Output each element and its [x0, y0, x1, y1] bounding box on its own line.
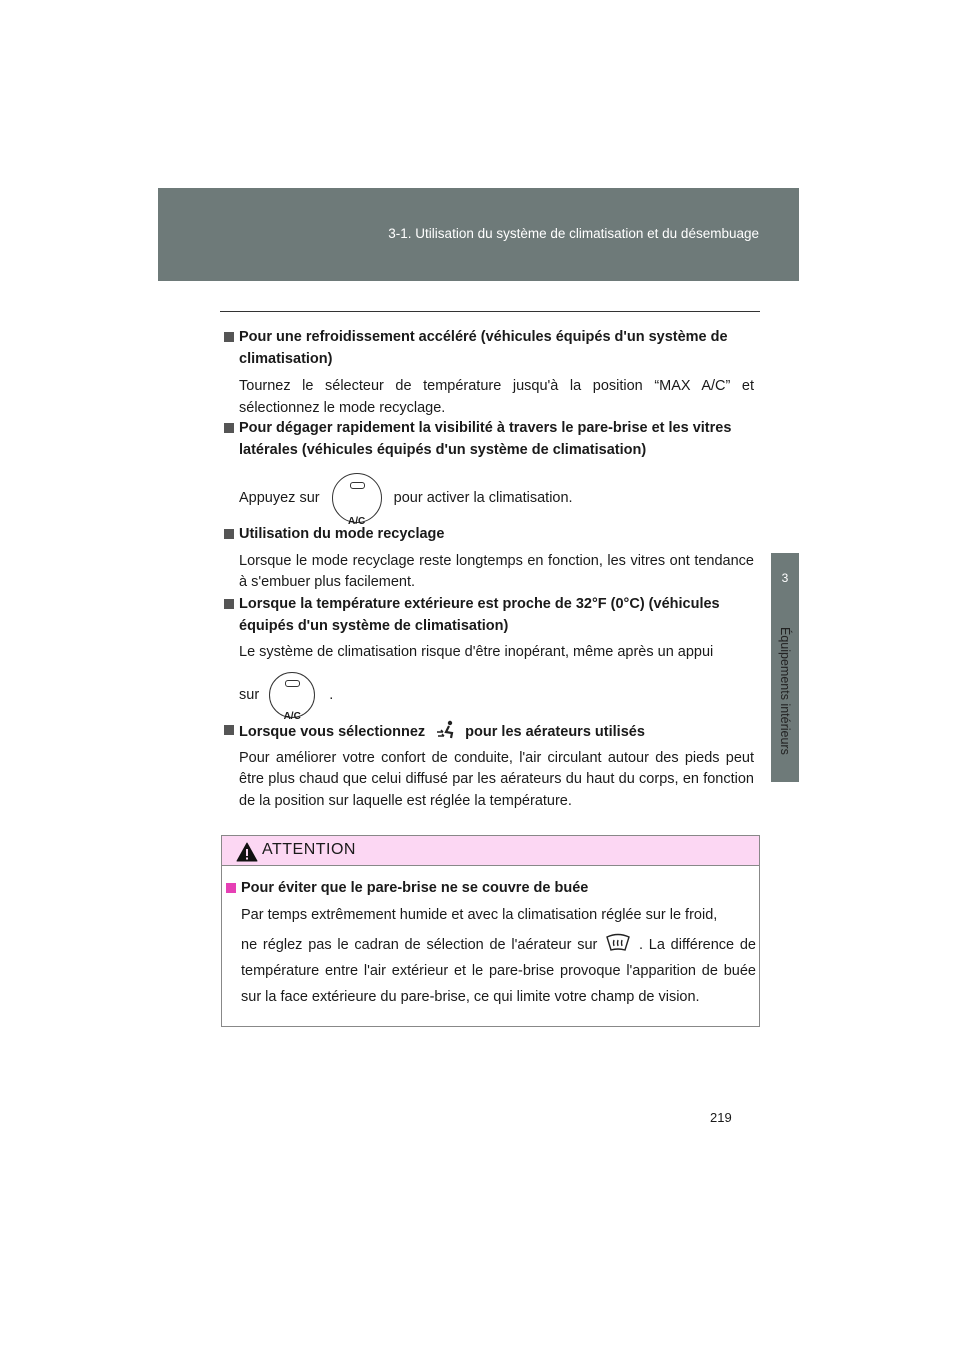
section-quick-cooling: [224, 327, 754, 419]
body-text: pour activer la climatisation.: [393, 490, 573, 506]
warning-heading: [226, 878, 756, 900]
section-heading: [224, 327, 754, 370]
ac-button-icon: [332, 473, 382, 528]
chapter-label: Équipements intérieurs: [778, 627, 792, 755]
section-defog: [224, 418, 754, 528]
warning-body: [226, 932, 756, 1010]
heading-text: Pour éviter que le pare-brise ne se couvre de buée: [241, 880, 589, 896]
body-text: .: [329, 686, 334, 703]
section-body: Lorsque le mode recyclage reste longtemps en fonction, les vitres ont tendance à s'embuer plus facilement.: [239, 552, 754, 590]
body-text: ne réglez pas le cadran de sélection de l'aérateur sur: [241, 937, 598, 953]
section-heading: [224, 720, 754, 744]
section-recirculation: [224, 524, 754, 594]
page-number: 219: [710, 1110, 732, 1125]
bullet-square-icon: [226, 883, 236, 893]
windshield-defrost-icon: [605, 933, 631, 953]
warning-body-line1: Par temps extrêmement humide et avec la climatisation réglée sur le froid,: [241, 906, 718, 923]
bullet-square-icon: [224, 423, 234, 433]
section-vent-selection: [224, 720, 754, 812]
section-heading: [224, 524, 754, 546]
heading-text: Pour une refroidissement accéléré (véhicules équipés d'un système de climatisation): [239, 329, 728, 367]
section-body-continued: [224, 670, 754, 720]
section-cold-temperature: [224, 594, 754, 720]
section-heading: [224, 594, 754, 637]
warning-content: [226, 878, 756, 1010]
body-text: sur: [239, 686, 260, 703]
foot-vent-icon: [435, 720, 459, 740]
top-rule: [220, 311, 760, 312]
chapter-number: 3: [781, 571, 789, 585]
heading-text: Lorsque la température extérieure est proche de 32°F (0°C) (véhicules équipés d'un système de climatisation): [239, 596, 720, 634]
warning-triangle-icon: [236, 842, 258, 862]
warning-title: ATTENTION: [262, 841, 356, 858]
heading-text: Lorsque vous sélectionnez: [239, 724, 426, 740]
heading-text: Utilisation du mode recyclage: [239, 526, 445, 542]
warning-box: [221, 835, 760, 1027]
section-body: [224, 471, 754, 528]
section-title: 3-1. Utilisation du système de climatisation et du désembuage: [388, 226, 759, 241]
section-body: Le système de climatisation risque d'être inopérant, même après un appui: [239, 644, 714, 660]
bullet-square-icon: [224, 332, 234, 342]
section-body: Tournez le sélecteur de température jusqu'à la position “MAX A/C” et sélectionnez le mode recyclage.: [239, 378, 754, 416]
header-band: [158, 188, 799, 281]
ac-indicator-icon: [350, 482, 365, 489]
bullet-square-icon: [224, 725, 234, 735]
ac-button-icon: [269, 672, 315, 722]
bullet-square-icon: [224, 529, 234, 539]
ac-label: A/C: [348, 516, 366, 528]
ac-label: A/C: [283, 710, 301, 722]
heading-text: pour les aérateurs utilisés: [465, 724, 645, 740]
bullet-square-icon: [224, 599, 234, 609]
warning-header: [222, 836, 759, 866]
body-text: . La différence de température entre l'air extérieur et le pare-brise provoque l'apparition de buée sur la face extérieure du pare-brise, ce qui limite votre champ de vision.: [241, 937, 757, 1005]
heading-text: Pour dégager rapidement la visibilité à travers le pare-brise et les vitres latérales (véhicules équipés d'un système de climatisation): [239, 420, 732, 458]
section-body: Pour améliorer votre confort de conduite, l'air circulant autour des pieds peut être plus chaud que celui diffusé par les aérateurs du haut du corps, en fonction de la position sur laquelle est réglée la température.: [239, 749, 754, 809]
ac-indicator-icon: [285, 680, 300, 687]
section-heading: [224, 418, 754, 461]
body-text: Appuyez sur: [239, 490, 320, 506]
